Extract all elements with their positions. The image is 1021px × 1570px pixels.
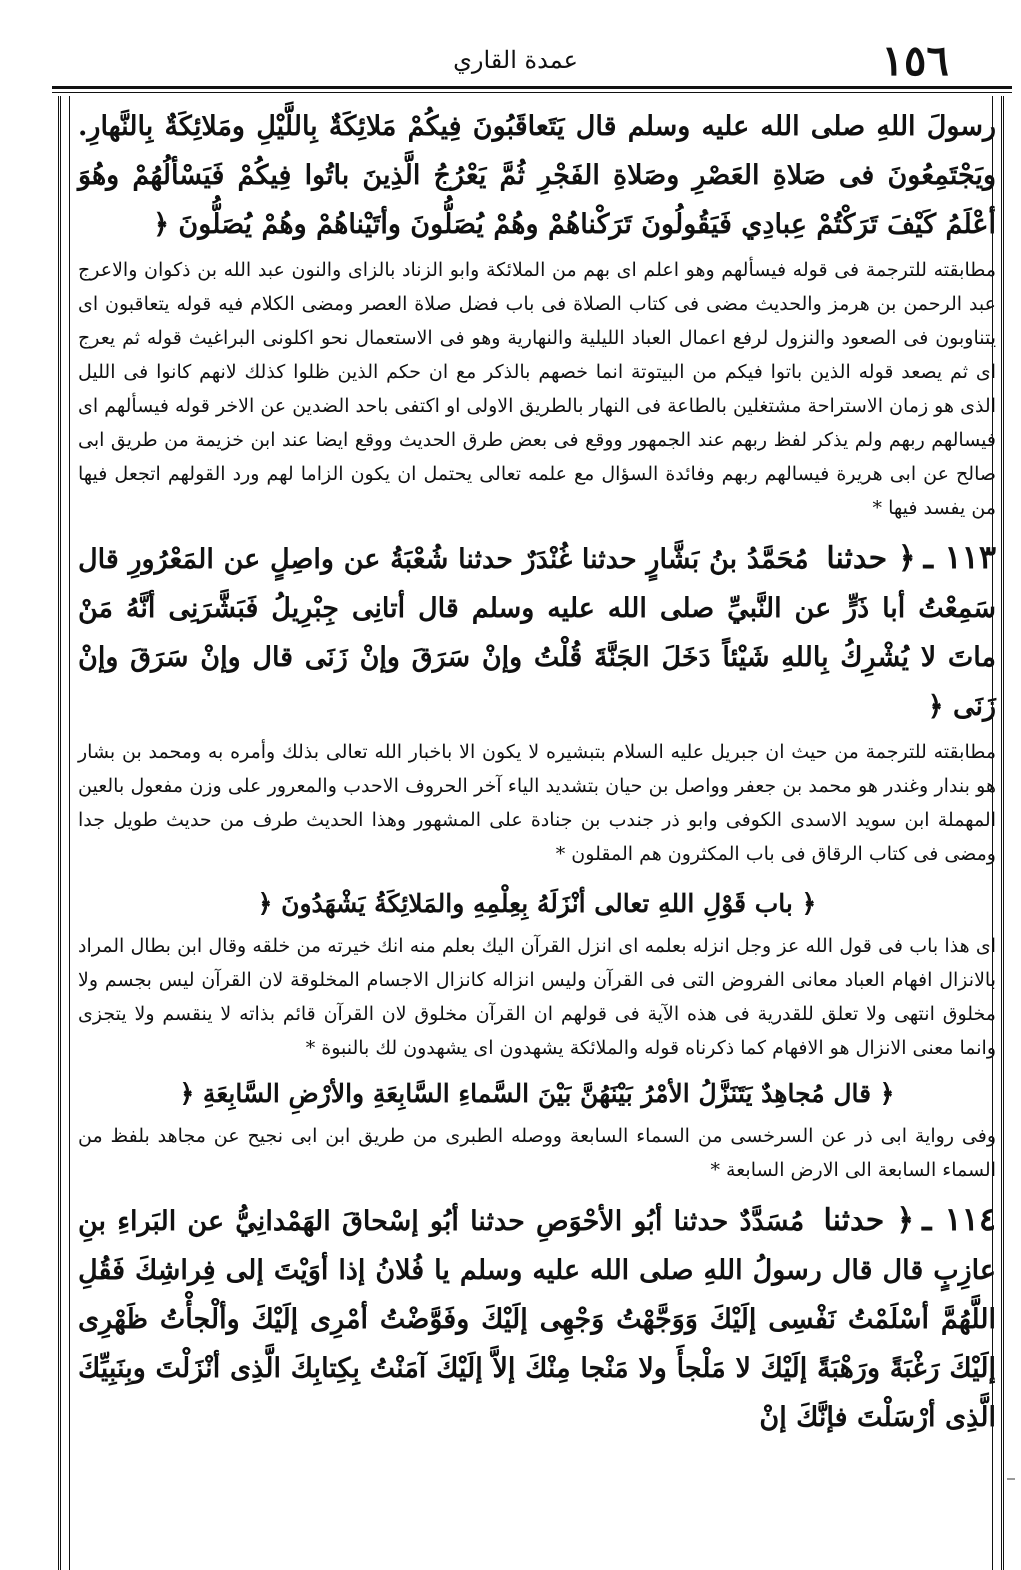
hadith-114-number: ١١٤ ـ bbox=[922, 1200, 997, 1238]
commentary-chapter: اى هذا باب فى قول الله عز وجل انزله بعلمه اى انزل القرآن اليك بعلم منه انك خيرته من خلقه وقال ابن بطال المراد بالانزال افهام العباد معانى الفروض التى فى القرآن وليس انزاله كانزال الاجسام المخلوقة لان القرآن ليس بجسم ولا مخلوق انتهى ولا تعلق للقدرية فى هذه الآية فى قولهم ان القرآن مخلوق لان القرآن قائم بذاته لا ينقسم ولا يتجزى وانما معنى الانزال هو الافهام كما ذكرناه قوله والملائكة يشهدون اى يشهدون لك بالنبوة * bbox=[78, 935, 996, 1059]
margin-mark bbox=[1007, 1478, 1015, 1480]
hadith-113-haddathana: ﴿ حدثنا bbox=[826, 541, 916, 576]
hadith-114-haddathana: ﴿ حدثنا bbox=[823, 1203, 915, 1238]
hadith-114 bbox=[78, 1195, 996, 1442]
page-content bbox=[78, 102, 996, 1442]
hadith-113-number: ١١٣ ـ bbox=[923, 538, 997, 576]
page-number: ١٥٦ bbox=[881, 36, 949, 85]
book-title: عمدة القاري bbox=[453, 46, 578, 74]
hadith-113-text: مُحَمَّدُ بنُ بَشَّارٍ حدثنا غُنْدَرٌ حدثنا شُعْبَةُ عن واصِلٍ عن المَعْرُورِ قال سَمِعْتُ أبا ذَرٍّ عن النَّبيِّ صلى الله عليه وسلم قال أتانِى جِبْرِيلُ فَبَشَّرَنِى أنَّهُ مَنْ ماتَ لا يُشْرِكُ بِاللهِ شَيْئاً دَخَلَ الجَنَّةَ قُلْتُ وإنْ سَرَقَ وإنْ زَنَى قال وإنْ سَرَقَ وإنْ زَنَى ﴿ bbox=[78, 544, 996, 722]
commentary-mujahid: وفى رواية ابى ذر عن السرخسى من السماء السابعة ووصله الطبرى من طريق ابن ابى نجيح عن مجاهد بلفظ من السماء السابعة الى الارض السابعة * bbox=[78, 1125, 996, 1181]
header-rule-thin bbox=[52, 92, 1012, 93]
chapter-title: ﴿ باب قَوْلِ اللهِ تعالى أنْزَلَهُ بِعِلْمِهِ والمَلائِكَةُ يَشْهَدُونَ ﴿ bbox=[257, 889, 817, 918]
hadith-112-text: رسولَ اللهِ صلى الله عليه وسلم قال يَتَعاقَبُونَ فِيكُمْ مَلائِكَةٌ بِاللَّيْلِ ومَلائِكَةٌ بِالنَّهارِ. ويَجْتَمِعُونَ فى صَلاةِ العَصْرِ وصَلاةِ الفَجْرِ ثُمَّ يَعْرُجُ الَّذِينَ باتُوا فِيكُمْ فَيَسْألُهُمْ وهُوَ أعْلَمُ كَيْفَ تَرَكْتُمْ عِبادِي فَيَقُولُونَ تَرَكْناهُمْ وهُمْ يُصَلُّونَ وأتَيْناهُمْ وهُمْ يُصَلُّونَ ﴿ bbox=[78, 111, 996, 240]
hadith-114-text: مُسَدَّدٌ حدثنا أبُو الأحْوَصِ حدثنا أبُو إسْحاقَ الهَمْدانِيُّ عن البَراءِ بنِ عازِبٍ قال قال رسولُ اللهِ صلى الله عليه وسلم يا فُلانُ إذا أوَيْتَ إلى فِراشِكَ فَقُلِ اللَّهُمَّ أسْلَمْتُ نَفْسِى إلَيْكَ وَوَجَّهْتُ وَجْهِى إلَيْكَ وفَوَّضْتُ أمْرِى إلَيْكَ وألْجأْتُ ظَهْرِى إلَيْكَ رَغْبَةً ورَهْبَةً إلَيْكَ لا مَلْجأَ ولا مَنْجا مِنْكَ إلاَّ إلَيْكَ آمَنْتُ بِكِتابِكَ الَّذِى أنْزَلْتَ وبِنَبِيِّكَ الَّذِى أرْسَلْتَ فإنَّكَ إنْ bbox=[78, 1206, 996, 1433]
commentary-112: مطابقته للترجمة فى قوله فيسألهم وهو اعلم اى بهم من الملائكة وابو الزناد بالزاى والنون عبد الله بن ذكوان والاعرج عبد الرحمن بن هرمز والحديث مضى فى كتاب الصلاة فى باب فضل صلاة العصر ومضى الكلام فيه قوله يتعاقبون اى يتناوبون فى الصعود والنزول لرفع اعمال العباد الليلية والنهارية وهو فى الاستعمال نحو اكلونى البراغيث قوله ثم يعرج اى ثم يصعد قوله الذين باتوا فيكم من البيتوتة انما خصهم بالذكر مع ان حكم الذين ظلوا كذلك لانهم كانوا فى الليل الذى هو زمان الاستراحة مشتغلين بالطاعة فى النهار بالطريق الاولى او اكتفى باحد الضدين عن الاخر قوله فيسألهم اى فيسالهم ربهم ولم يذكر لفظ ربهم عند الجمهور ووقع فى بعض طرق الحديث ووقع ايضا عند ابن خزيمة من طريق ابى صالح عن ابى هريرة فيسالهم ربهم وفائدة السؤال مع علمه تعالى يحتمل ان يكون الزاما لهم ورد القولهم اتجعل فيها من يفسد فيها * bbox=[78, 259, 996, 519]
commentary-113: مطابقته للترجمة من حيث ان جبريل عليه السلام بتبشيره لا يكون الا باخبار الله تعالى بذلك وأمره به ومحمد بن بشار هو بندار وغندر هو محمد بن جعفر وواصل بن حيان بتشديد الياء آخر الحروف الاحدب والمعرور على وزن مفعول بالعين المهملة ابن سويد الاسدى الكوفى وابو ذر جندب بن جنادة على المشهور وهذا الحديث طرف من حديث طويل جدا ومضى فى كتاب الرقاق فى باب المكثرون هم المقلون * bbox=[78, 741, 996, 865]
mujahid-title: ﴿ قال مُجاهِدٌ يَتَنَزَّلُ الأمْرُ بَيْنَهُنَّ بَيْنَ السَّماءِ السَّابِعَةِ والأرْضِ السَّابِعَةِ ﴿ bbox=[179, 1079, 895, 1108]
header-rule bbox=[52, 86, 1012, 89]
running-head bbox=[60, 34, 971, 84]
hadith-113 bbox=[78, 533, 996, 731]
